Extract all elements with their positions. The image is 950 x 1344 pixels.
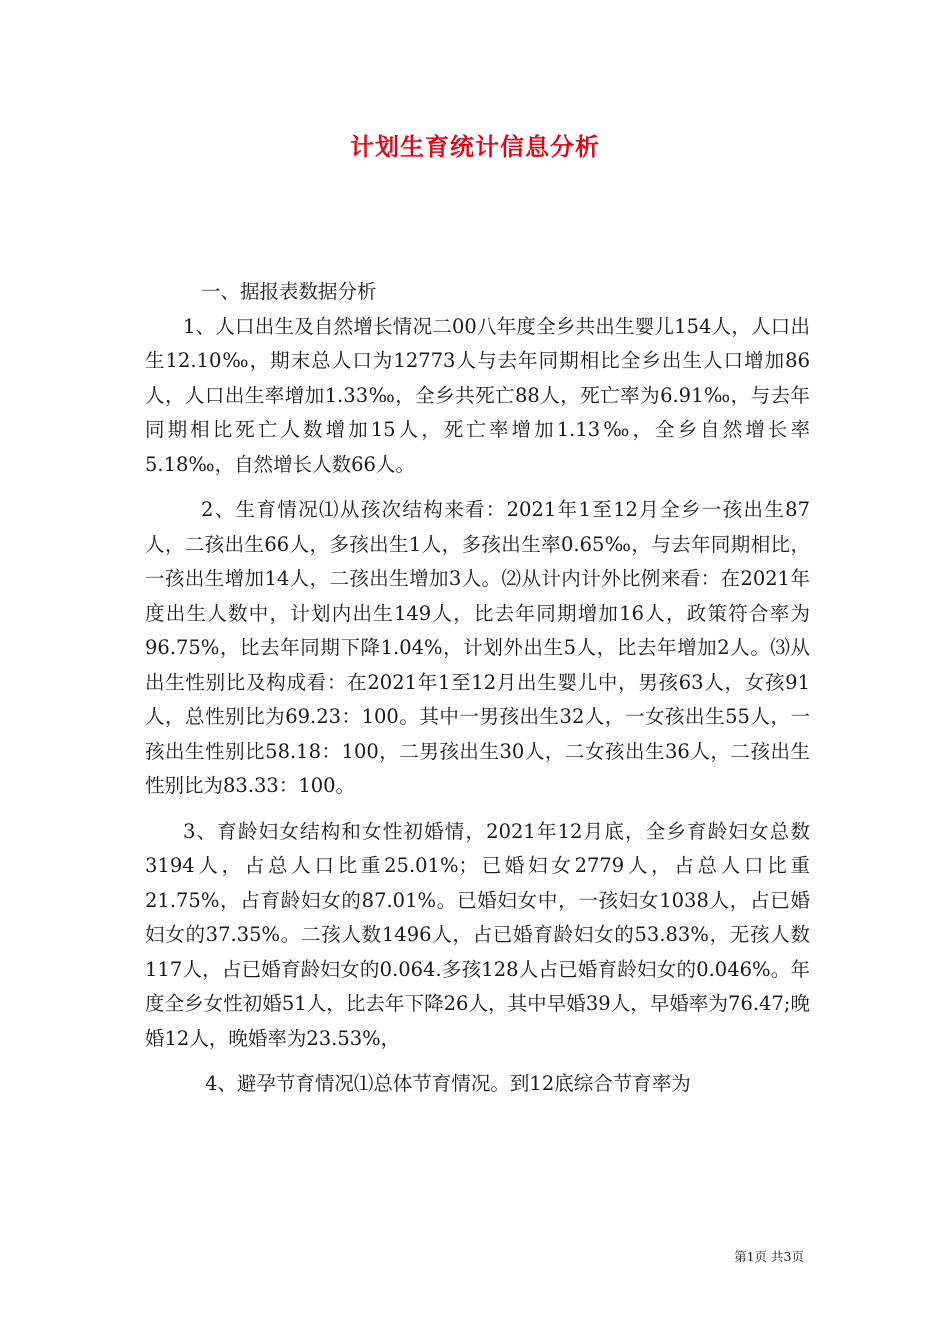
paragraph-birth-situation: 2、生育情况⑴从孩次结构来看：2021年1至12月全乡一孩出生87人，二孩出生66人，多孩出生1人，多孩出生率0.65‰，与去年同期相比，一孩出生增加14人，二孩出生增加3人。⑵从计内计外比例来看：在2021年度出生人数中，计划内出生149人，比去年同期增加16人，政策符合率为96.75%，比去年同期下降1.04%，计划外出生5人，比去年增加2人。⑶从出生性别比及构成看：在2021年1至12月出生婴儿中，男孩63人，女孩91人，总性别比为69.23：100。其中一男孩出生32人，一女孩出生55人，一孩出生性别比58.18：100，二男孩出生30人，二女孩出生36人，二孩出生性别比为83.33：100。 xyxy=(145,498,810,797)
page-number: 第1页 共3页 xyxy=(734,1249,804,1264)
document-body xyxy=(145,275,810,1102)
paragraph-women-structure: 3、育龄妇女结构和女性初婚情，2021年12月底，全乡育龄妇女总数3194人，占总人口比重25.01%；已婚妇女2779人，占总人口比重21.75%，占育龄妇女的87.01%。已婚妇女中，一孩妇女1038人，占已婚妇女的37.35%。二孩人数1496人，占已婚育龄妇女的53.83%，无孩人数117人，占已婚育龄妇女的0.064.多孩128人占已婚育龄妇女的0.046%。年度全乡女性初婚51人，比去年下降26人，其中早婚39人，早婚率为76.47;晚婚12人，晚婚率为23.53%， xyxy=(145,819,810,1050)
paragraph-population-growth: 1、人口出生及自然增长情况二00八年度全乡共出生婴儿154人，人口出生12.10‰，期末总人口为12773人与去年同期相比全乡出生人口增加86人，人口出生率增加1.33‰，全乡共死亡88人，死亡率为6.91‰，与去年同期相比死亡人数增加15人，死亡率增加1.13‰，全乡自然增长率5.18‰，自然增长人数66人。 xyxy=(145,314,810,476)
paragraph-contraception: 4、避孕节育情况⑴总体节育情况。到12底综合节育率为 xyxy=(205,1072,691,1095)
document-title: 计划生育统计信息分析 xyxy=(350,132,600,161)
section-heading: 一、据报表数据分析 xyxy=(201,280,377,303)
